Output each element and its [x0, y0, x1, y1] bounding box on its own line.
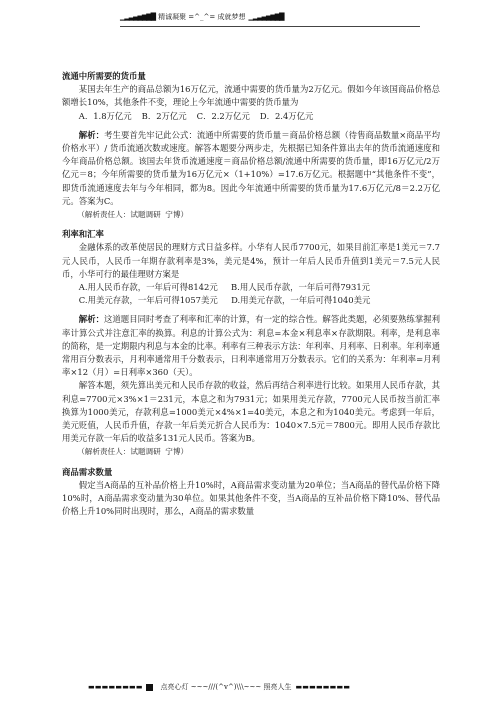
option-list [62, 110, 440, 123]
analysis-label: 解析： [78, 129, 105, 140]
section-title: 商品需求数量 [62, 466, 113, 477]
footer-square-icon [146, 684, 153, 691]
section-money-supply [62, 70, 440, 221]
option-d: D.用美元存款，一年后可得1040美元 [231, 295, 371, 306]
option-c: C.用美元存款，一年后可得1057美元 [78, 295, 218, 306]
analysis-text [62, 313, 440, 379]
option-a: A.用人民币存款，一年后可得8142元 [78, 282, 218, 293]
editor-credit: （解析责任人：试题调研 宁博） [77, 447, 189, 457]
editor-credit: （解析责任人：试题调研 宁博） [77, 210, 189, 220]
option-row-ab [62, 281, 440, 294]
header-text: 精诚凝聚 =^_^= 成就梦想 [158, 13, 246, 21]
option-a: A．1.8万亿元 [78, 110, 132, 121]
option-d: D．2.4万亿元 [259, 110, 314, 121]
footer-right-marks: ▬ ▬ ▬ ▬ ▬ ▬ ▬ ▬ [295, 683, 349, 691]
header-left-bar: ▁▂▃▄▅▆▇█ [120, 13, 156, 21]
analysis-text [62, 129, 440, 208]
analysis-body: 考生要首先牢记此公式：流通中所需要的货币量＝商品价格总额（待售商品数量×商品平均价格水平）/ 货币流通次数或速度。解答本题要分两步走，先根据已知条件算出去年的货币流通速度和今年商品价格总额。该国去年货币流通速度＝商品价格总额/流通中所需要的货币量，即16万亿元/2万亿元＝8；今年所需要的货币量为16万亿元×（1+10%）=17.6万亿元。根据题中“其他条件不变”，即货币流通速度去年与今年相同，都为8。因此今年流通中所需要的货币量为17.6万亿元/8＝2.2万亿元。答案为C。 [62, 129, 441, 206]
question-text: 假定当A商品的互补品价格上升10%时，A商品需求变动量为20单位；当A商品的替代品价格下降10%时，A商品需求变动量为30单位。如果其他条件不变，当A商品的互补品价格下降10%、替代品价格上升10%同时出现时，那么，A商品的需求数量 [62, 479, 440, 517]
section-demand-quantity [62, 466, 440, 519]
option-c: C．2.2万亿元 [196, 110, 250, 121]
section-interest-exchange [62, 228, 440, 458]
option-b: B.用人民币存款，一年后可得7931元 [231, 282, 371, 293]
analysis-label: 解析： [78, 314, 104, 325]
option-row-cd [62, 294, 440, 307]
footer-left-marks: ▬ ▬ ▬ ▬ ▬ ▬ ▬ ▬ [88, 683, 142, 691]
footer-text: 点亮心灯 ~~~///(^v^)\\\~~~ 照亮人生 [160, 683, 292, 691]
option-b: B．2万亿元 [141, 110, 187, 121]
question-text: 金融体系的改革使居民的理财方式日益多样。小华有人民币7700元，如果目前汇率是1美元＝7.7元人民币，人民币一年期存款利率是3%，美元是4%，预计一年后人民币升值到1美元＝7.5元人民币，小华可行的最佳理财方案是 [62, 242, 440, 279]
document-body [62, 70, 440, 519]
page-header [120, 10, 420, 27]
question-text: 某国去年生产的商品总额为16万亿元，流通中需要的货币量为2万亿元。假如今年该国商品价格总额增长10%，其他条件不变，理论上今年流通中需要的货币量为 [62, 84, 440, 108]
analysis-body: 这道题目同时考查了利率和汇率的计算，有一定的综合性。解答此类题，必须要熟练掌握利率计算公式并注意汇率的换算。利息的计算公式为：利息=本金×利息率×存款期限。利率，是利息率的简称，是一定期限内利息与本金的比率。利率有三种表示方法：年利率、月利率、日利率。年利率通常用百分数表示，月利率通常用千分数表示，日利率通常用万分数表示。它们的关系为：年利率=月利率×12（月）=日利率×360（天）。 [62, 314, 440, 378]
header-right-bar: ▁▂▃▄▅▆▇█ [248, 13, 284, 21]
section-title: 流通中所需要的货币量 [62, 71, 146, 81]
page-footer [88, 682, 438, 692]
analysis-text-2: 解答本题，须先算出美元和人民币存款的收益，然后再结合利率进行比较。如果用人民币存款，其利息=7700元×3%×1＝231元，本息之和为7931元；如果用美元存款，7700元人民币按当前汇率换算为1000美元，存款利息=1000美元×4%×1=40美元，本息之和为1040美元。考虑到一年后，美元贬值，人民币升值，存款一年后美元折合人民币为：1040×7.5元＝7800元。即用人民币存款比用美元存款一年后的收益多131元人民币。答案为B。 [62, 380, 440, 444]
section-title: 利率和汇率 [62, 229, 104, 240]
